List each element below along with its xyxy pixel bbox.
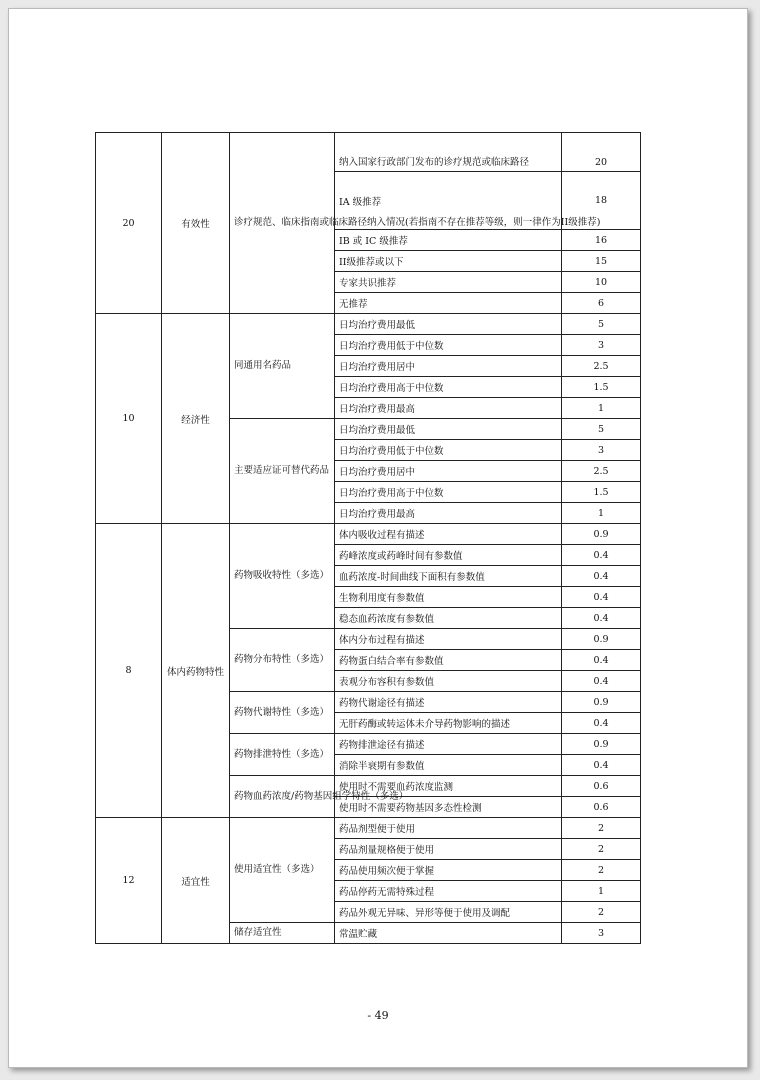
page-number: - 49 <box>367 1009 389 1022</box>
subcategory-cell: 同通用名药品 <box>230 314 335 419</box>
score-cell: 0.6 <box>562 797 641 818</box>
subcategory-cell: 主要适应证可替代药品 <box>230 419 335 524</box>
score-cell: 0.9 <box>562 629 641 650</box>
table-row <box>96 818 641 839</box>
score-cell: 0.4 <box>562 587 641 608</box>
score-cell: 0.9 <box>562 692 641 713</box>
category-cell: 经济性 <box>162 314 230 524</box>
criterion-cell: 纳入国家行政部门发布的诊疗规范或临床路径 <box>335 133 562 172</box>
category-cell: 适宜性 <box>162 818 230 944</box>
score-cell: 16 <box>562 230 641 251</box>
score-cell: 0.4 <box>562 545 641 566</box>
score-cell: 6 <box>562 293 641 314</box>
score-cell: 2 <box>562 818 641 839</box>
table-row <box>96 133 641 172</box>
score-cell: 0.9 <box>562 524 641 545</box>
score-cell: 2.5 <box>562 356 641 377</box>
criterion-cell: 日均治疗费用低于中位数 <box>335 335 562 356</box>
score-cell: 2 <box>562 902 641 923</box>
criterion-cell: 药品外观无异味、异形等便于使用及调配 <box>335 902 562 923</box>
criterion-cell: 药品剂量规格便于使用 <box>335 839 562 860</box>
criterion-cell: 药品停药无需特殊过程 <box>335 881 562 902</box>
subcategory-cell: 药物排泄特性（多选） <box>230 734 335 776</box>
criterion-cell: 日均治疗费用高于中位数 <box>335 482 562 503</box>
category-cell: 有效性 <box>162 133 230 314</box>
criterion-cell: 日均治疗费用最高 <box>335 398 562 419</box>
weight-cell: 8 <box>96 524 162 818</box>
criterion-cell: 日均治疗费用最高 <box>335 503 562 524</box>
criterion-cell: 消除半衰期有参数值 <box>335 755 562 776</box>
criterion-cell: 无推荐 <box>335 293 562 314</box>
criterion-cell: 日均治疗费用低于中位数 <box>335 440 562 461</box>
score-cell: 15 <box>562 251 641 272</box>
criterion-cell: 药品使用频次便于掌握 <box>335 860 562 881</box>
score-cell: 5 <box>562 314 641 335</box>
score-cell: 0.4 <box>562 608 641 629</box>
criterion-cell: 常温贮藏 <box>335 923 562 944</box>
document-page <box>8 8 748 1068</box>
criterion-cell: IA 级推荐 <box>335 172 562 230</box>
table-row <box>96 524 641 545</box>
criterion-cell: 药品剂型便于使用 <box>335 818 562 839</box>
score-cell: 5 <box>562 419 641 440</box>
criterion-cell: 日均治疗费用最低 <box>335 314 562 335</box>
criterion-cell: 药物排泄途径有描述 <box>335 734 562 755</box>
criterion-cell: 血药浓度-时间曲线下面积有参数值 <box>335 566 562 587</box>
criterion-cell: 药物蛋白结合率有参数值 <box>335 650 562 671</box>
criterion-cell: 药峰浓度或药峰时间有参数值 <box>335 545 562 566</box>
score-cell: 2 <box>562 839 641 860</box>
criterion-cell: 表观分布容积有参数值 <box>335 671 562 692</box>
subcategory-cell: 药物分布特性（多选） <box>230 629 335 692</box>
criterion-cell: 稳态血药浓度有参数值 <box>335 608 562 629</box>
weight-cell: 12 <box>96 818 162 944</box>
subcategory-cell: 药物代谢特性（多选） <box>230 692 335 734</box>
score-cell: 1.5 <box>562 482 641 503</box>
score-cell: 1 <box>562 881 641 902</box>
criterion-cell: 体内分布过程有描述 <box>335 629 562 650</box>
criterion-cell: II级推荐或以下 <box>335 251 562 272</box>
score-cell: 3 <box>562 440 641 461</box>
criterion-cell: 日均治疗费用最低 <box>335 419 562 440</box>
criterion-cell: 使用时不需要药物基因多态性检测 <box>335 797 562 818</box>
score-cell: 0.4 <box>562 755 641 776</box>
score-cell: 0.9 <box>562 734 641 755</box>
criterion-cell: 使用时不需要血药浓度监测 <box>335 776 562 797</box>
score-cell: 3 <box>562 335 641 356</box>
criterion-cell: IB 或 IC 级推荐 <box>335 230 562 251</box>
score-cell: 18 <box>562 172 641 230</box>
criterion-cell: 专家共识推荐 <box>335 272 562 293</box>
score-cell: 2.5 <box>562 461 641 482</box>
subcategory-cell: 药物血药浓度/药物基因组学特性（多选） <box>230 776 335 818</box>
score-cell: 0.4 <box>562 650 641 671</box>
subcategory-cell: 储存适宜性 <box>230 923 335 944</box>
score-cell: 1 <box>562 503 641 524</box>
score-cell: 1.5 <box>562 377 641 398</box>
score-cell: 10 <box>562 272 641 293</box>
criterion-cell: 日均治疗费用居中 <box>335 461 562 482</box>
score-cell: 20 <box>562 133 641 172</box>
criterion-cell: 生物利用度有参数值 <box>335 587 562 608</box>
subcategory-cell: 诊疗规范、临床指南或临床路径纳入情况(若指南不存在推荐等级，则一律作为II级推荐) <box>230 133 335 314</box>
table-row <box>96 314 641 335</box>
score-cell: 2 <box>562 860 641 881</box>
score-cell: 3 <box>562 923 641 944</box>
criterion-cell: 日均治疗费用居中 <box>335 356 562 377</box>
criterion-cell: 体内吸收过程有描述 <box>335 524 562 545</box>
criterion-cell: 无肝药酶或转运体未介导药物影响的描述 <box>335 713 562 734</box>
subcategory-cell: 使用适宜性（多选） <box>230 818 335 923</box>
score-cell: 1 <box>562 398 641 419</box>
weight-cell: 20 <box>96 133 162 314</box>
category-cell: 体内药物特性 <box>162 524 230 818</box>
drug-evaluation-table <box>95 132 641 944</box>
score-cell: 0.6 <box>562 776 641 797</box>
criterion-cell: 药物代谢途径有描述 <box>335 692 562 713</box>
score-cell: 0.4 <box>562 713 641 734</box>
weight-cell: 10 <box>96 314 162 524</box>
subcategory-cell: 药物吸收特性（多选） <box>230 524 335 629</box>
score-cell: 0.4 <box>562 671 641 692</box>
score-cell: 0.4 <box>562 566 641 587</box>
criterion-cell: 日均治疗费用高于中位数 <box>335 377 562 398</box>
